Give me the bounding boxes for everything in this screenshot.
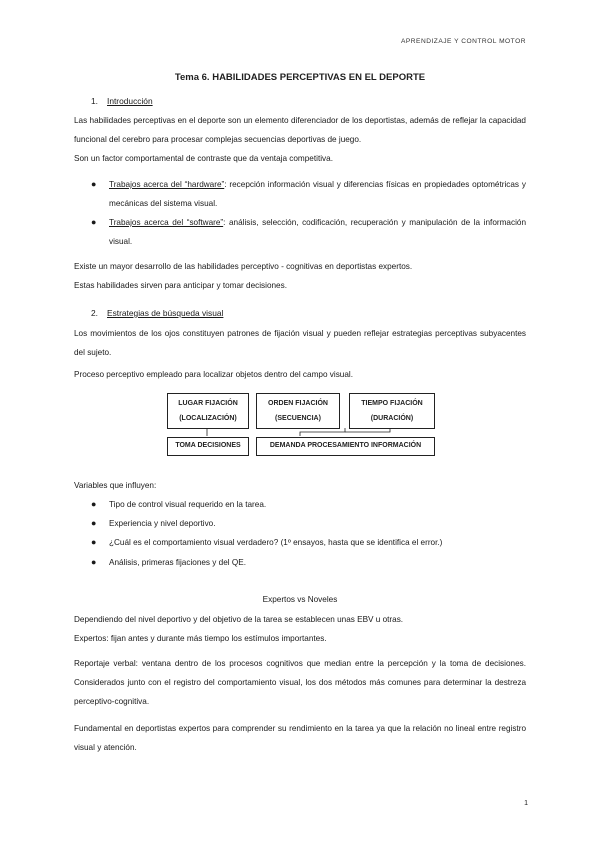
bullet-dot-icon: ● <box>91 557 97 567</box>
section-2-number: 2. <box>91 308 98 318</box>
box-line: (LOCALIZACIÓN) <box>179 415 237 422</box>
variable-item <box>91 533 526 552</box>
expertos-heading: Expertos vs Noveles <box>262 595 338 604</box>
intro-paragraph-2: Son un factor comportamental de contraste que da ventaja competitiva. <box>74 154 333 163</box>
bullet-hardware-underlined: Trabajos acerca del “hardware” <box>109 180 225 189</box>
diagram-box-toma-decisiones: TOMA DECISIONES <box>167 437 249 456</box>
section-1-number: 1. <box>91 96 98 106</box>
connector-line <box>300 428 345 436</box>
bullet-software-text: : análisis, selección, codificación, recuperación y manipulación de la información visual. <box>109 218 526 246</box>
bullet-dot-icon: ● <box>91 537 97 547</box>
section-2-label: Estrategias de búsqueda visual <box>107 308 224 318</box>
bullet-hardware-text: : recepción información visual y diferencias físicas en propiedades optométricas y mecánicas del sistema visual. <box>109 180 526 208</box>
strategies-paragraph-1: Los movimientos de los ojos constituyen patrones de fijación visual y pueden reflejar estrategias perceptivas subyacentes del sujeto. <box>74 329 526 357</box>
box-line: (DURACIÓN) <box>370 415 414 422</box>
bullet-dot-icon: ● <box>91 499 97 509</box>
running-header: APRENDIZAJE Y CONTROL MOTOR <box>400 38 526 45</box>
page-number: 1 <box>524 800 528 807</box>
expertos-paragraph-4: Fundamental en deportistas expertos para comprender su rendimiento en la tarea ya que la relación no lineal entre registro visual y atención. <box>74 724 526 752</box>
bullet-dot-icon: ● <box>91 518 97 528</box>
diagram-box-demanda-procesamiento: DEMANDA PROCESAMIENTO INFORMACIÓN <box>256 437 435 456</box>
bullet-software-underlined: Trabajos acerca del “software” <box>109 218 224 227</box>
variable-item-text: ¿Cuál es el comportamiento visual verdadero? (1º ensayos, hasta que se identifica el error.) <box>109 538 443 547</box>
variable-item-text: Tipo de control visual requerido en la tarea. <box>109 500 267 509</box>
intro-paragraph-4: Estas habilidades sirven para anticipar y tomar decisiones. <box>74 281 287 290</box>
document-title: Tema 6. HABILIDADES PERCEPTIVAS EN EL DEPORTE <box>174 72 426 83</box>
variable-item <box>91 553 526 572</box>
bullet-dot-icon: ● <box>91 217 97 227</box>
box-line: TIEMPO FIJACIÓN <box>361 400 423 407</box>
section-1-label: Introducción <box>107 96 153 106</box>
expertos-paragraph-2: Expertos: fijan antes y durante más tiempo los estímulos importantes. <box>74 634 327 643</box>
box-line: LUGAR FIJACIÓN <box>178 400 238 407</box>
variable-item <box>91 495 526 514</box>
expertos-paragraph-1: Dependiendo del nivel deportivo y del objetivo de la tarea se establecen unas EBV u otras. <box>74 615 404 624</box>
variables-intro: Variables que influyen: <box>74 481 157 490</box>
intro-paragraph-3: Existe un mayor desarrollo de las habilidades perceptivo - cognitivas en deportistas expertos. <box>74 262 413 271</box>
diagram-box-lugar-fijacion <box>167 393 249 429</box>
diagram-box-tiempo-fijacion <box>349 393 435 429</box>
intro-paragraph-1: Las habilidades perceptivas en el deporte son un elemento diferenciador de los deportistas, además de reflejar la capacidad funcional del cerebro para procesar complejas secuencias deportivas de juego. <box>74 116 526 144</box>
box-line: (SECUENCIA) <box>275 415 321 422</box>
box-line: ORDEN FIJACIÓN <box>268 400 328 407</box>
bullet-dot-icon: ● <box>91 179 97 189</box>
variable-item <box>91 514 526 533</box>
variable-item-text: Análisis, primeras fijaciones y del QE. <box>109 558 246 567</box>
expertos-paragraph-3: Reportaje verbal: ventana dentro de los procesos cognitivos que median entre la percepción y la toma de decisiones. Considerados junto con el registro del comportamiento visual, los dos métodos más comunes para determinar la destreza perceptivo-cognitiva. <box>74 659 526 706</box>
variable-item-text: Experiencia y nivel deportivo. <box>109 519 216 528</box>
diagram-box-orden-fijacion <box>256 393 340 429</box>
strategies-paragraph-2: Proceso perceptivo empleado para localizar objetos dentro del campo visual. <box>74 370 353 379</box>
